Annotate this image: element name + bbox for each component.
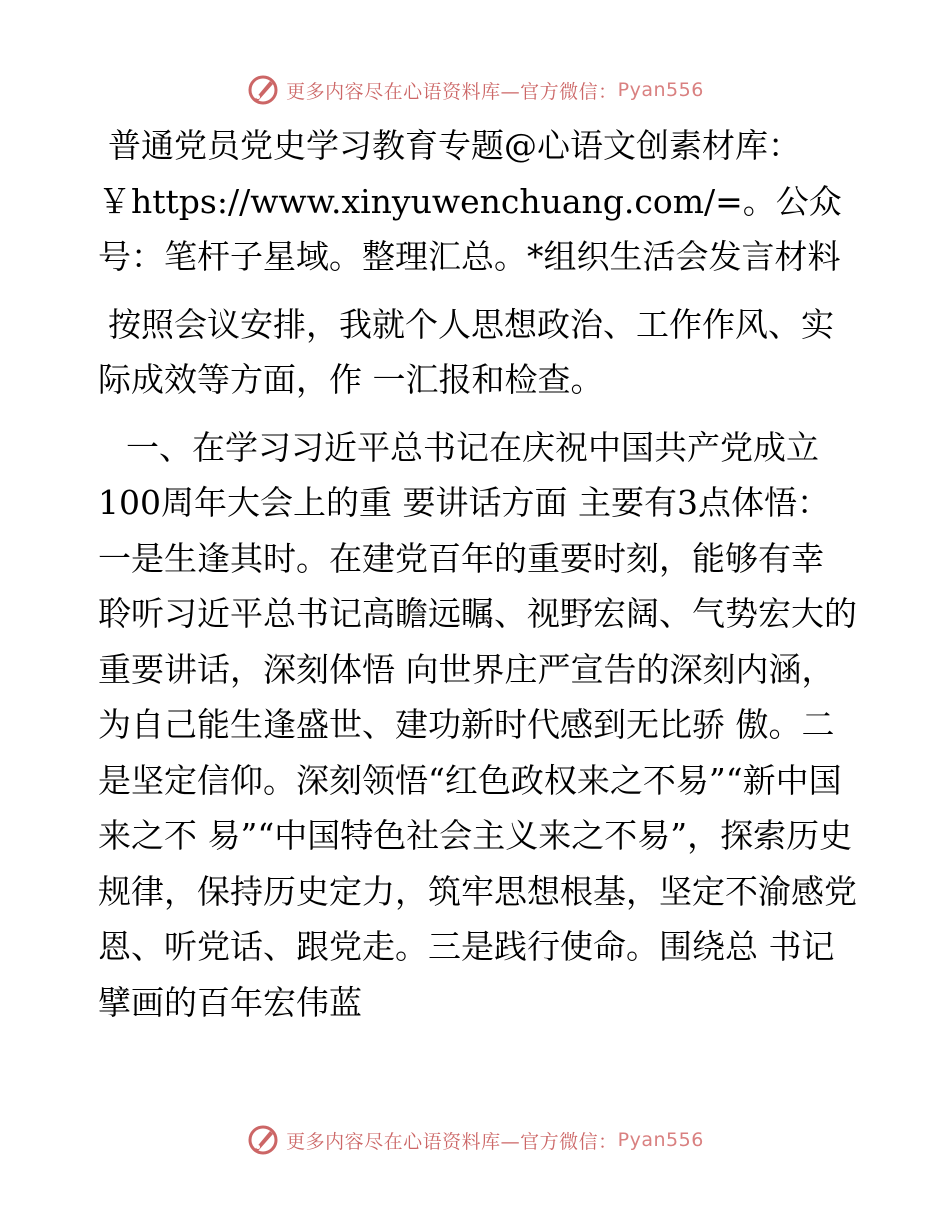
quill-circle-icon — [246, 73, 280, 107]
watermark-wechat-id: Pyan556 — [617, 1129, 704, 1151]
document-body — [98, 118, 858, 1030]
paragraph-section-one: 一、在学习习近平总书记在庆祝中国共产党成立100周年大会上的重 要讲话方面 主要有3点体悟：一是生逢其时。在建党百年的重要时刻，能够有幸 聆听习近平总书记高瞻远瞩、视野宏阔、气势宏大的重要讲话，深刻体悟 向世界庄严宣告的深刻内涵，为自己能生逢盛世、建功新时代感到无比骄 傲。二是坚定信仰。深刻领悟“红色政权来之不易”“新中国来之不 易”“中国特色社会主义来之不易”，探索历史规律，保持历史定力，筑牢思想根基，坚定不渝感党恩、听党话、跟党走。三是践行使命。围绕总 书记擘画的百年宏伟蓝 — [98, 427, 857, 1022]
paragraph-header: 普通党员党史学习教育专题@心语文创素材库：￥https://www.xinyuwenchuang.com/=。公众号：笔杆子星域。整理汇总。*组织生活会发言材料 — [98, 126, 842, 276]
watermark-text: 更多内容尽在心语资料库—官方微信： — [286, 1130, 618, 1153]
watermark-banner-top — [0, 68, 950, 112]
watermark-text: 更多内容尽在心语资料库—官方微信： — [286, 80, 618, 103]
watermark-banner-bottom — [0, 1118, 950, 1162]
paragraph-intro: 按照会议安排，我就个人思想政治、工作作风、实际成效等方面，作 一汇报和检查。 — [98, 304, 834, 399]
quill-circle-icon — [246, 1123, 280, 1157]
watermark-wechat-id: Pyan556 — [617, 79, 704, 101]
